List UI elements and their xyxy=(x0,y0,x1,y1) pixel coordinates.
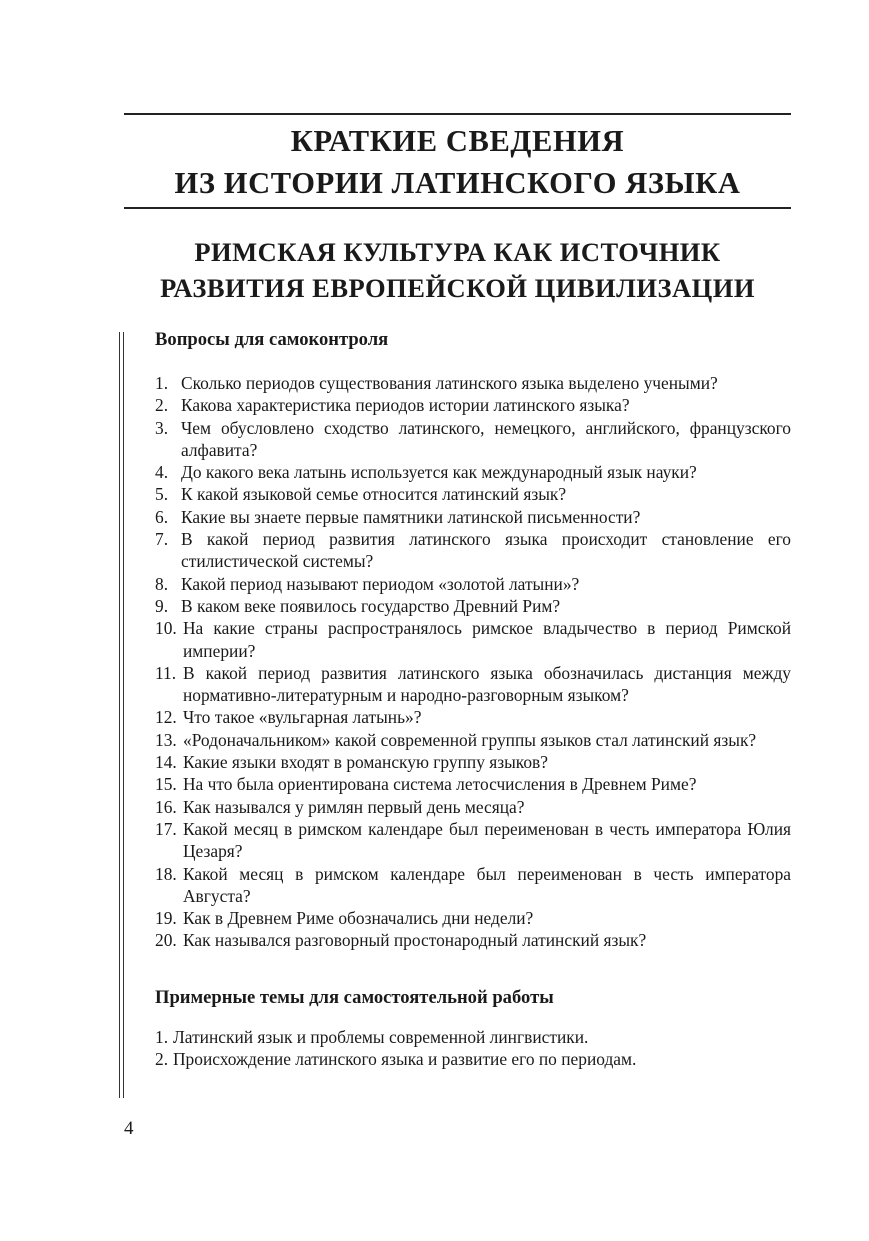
self-control-block xyxy=(155,328,791,1070)
item-text: В какой период развития латинского языка обозначилась дистанция между нормативно-литературным и народно-разговорным языком? xyxy=(183,662,791,706)
chapter-title xyxy=(124,120,791,204)
item-number: 2. xyxy=(155,1049,169,1070)
item-number: 1. xyxy=(155,373,169,393)
item-text: Какие языки входят в романскую группу языков? xyxy=(183,752,548,773)
list-item xyxy=(155,796,791,818)
list-item xyxy=(155,506,791,528)
item-number: 16. xyxy=(155,796,177,817)
list-item xyxy=(155,372,791,394)
item-number: 14. xyxy=(155,752,177,773)
item-number: 1. xyxy=(155,1026,169,1047)
top-rule xyxy=(124,113,791,115)
item-number: 5. xyxy=(155,484,169,505)
item-number: 4. xyxy=(155,462,169,483)
item-text: До какого века латынь используется как международный язык науки? xyxy=(181,462,697,483)
list-item xyxy=(155,483,791,505)
list-item xyxy=(155,528,791,573)
list-item xyxy=(155,461,791,483)
item-text: На что была ориентирована система летосчисления в Древнем Риме? xyxy=(183,774,697,795)
questions-heading: Вопросы для самоконтроля xyxy=(155,329,389,350)
item-number: 12. xyxy=(155,707,177,728)
list-item xyxy=(155,751,791,773)
list-item xyxy=(155,1048,791,1070)
item-number: 15. xyxy=(155,774,177,795)
item-number: 8. xyxy=(155,573,169,594)
list-item xyxy=(155,929,791,951)
item-text: Какой месяц в римском календаре был переименован в честь императора Юлия Цезаря? xyxy=(183,818,791,862)
list-item xyxy=(155,818,791,863)
item-number: 17. xyxy=(155,818,177,839)
item-text: Какова характеристика периодов истории латинского языка? xyxy=(181,395,630,416)
item-number: 11. xyxy=(155,662,177,683)
topics-list xyxy=(155,1026,791,1071)
list-item xyxy=(155,907,791,929)
item-number: 9. xyxy=(155,595,169,616)
item-number: 6. xyxy=(155,506,169,527)
topics-heading: Примерные темы для самостоятельной работы xyxy=(155,986,554,1008)
section-title-line-1: РИМСКАЯ КУЛЬТУРА КАК ИСТОЧНИК xyxy=(194,237,721,267)
item-number: 7. xyxy=(155,529,169,550)
item-number: 18. xyxy=(155,863,177,884)
item-text: Как в Древнем Риме обозначались дни недели? xyxy=(183,908,534,929)
list-item xyxy=(155,1026,791,1048)
chapter-title-line-2: ИЗ ИСТОРИИ ЛАТИНСКОГО ЯЗЫКА xyxy=(174,166,741,200)
item-text: Происхождение латинского языка и развитие его по периодам. xyxy=(173,1049,637,1070)
chapter-title-line-1: КРАТКИЕ СВЕДЕНИЯ xyxy=(290,124,625,158)
list-item xyxy=(155,662,791,707)
list-item xyxy=(155,706,791,728)
sidebar-marker xyxy=(119,332,124,1098)
list-item xyxy=(155,773,791,795)
section-title xyxy=(124,234,791,306)
item-text: Какие вы знаете первые памятники латинской письменности? xyxy=(181,506,641,527)
item-text: Чем обусловлено сходство латинского, немецкого, английского, французского алфавита? xyxy=(181,417,791,460)
item-text: Как назывался разговорный простонародный латинский язык? xyxy=(183,930,647,951)
item-number: 10. xyxy=(155,618,177,639)
bottom-rule xyxy=(124,207,791,209)
item-text: Какой месяц в римском календаре был переименован в честь императора Августа? xyxy=(183,863,791,906)
item-text: В какой период развития латинского языка происходит становление его стилистической системы? xyxy=(181,529,791,572)
list-item xyxy=(155,595,791,617)
item-text: «Родоначальником» какой современной группы языков стал латинский язык? xyxy=(183,729,757,750)
item-text: Сколько периодов существования латинского языка выделено учеными? xyxy=(181,373,718,393)
item-text: Что такое «вульгарная латынь»? xyxy=(183,707,422,728)
section-title-line-2: РАЗВИТИЯ ЕВРОПЕЙСКОЙ ЦИВИЛИЗАЦИИ xyxy=(160,273,755,303)
item-text: В каком веке появилось государство Древний Рим? xyxy=(181,595,561,616)
list-item xyxy=(155,417,791,462)
list-item xyxy=(155,394,791,416)
item-text: Как назывался у римлян первый день месяца? xyxy=(183,796,525,817)
item-text: На какие страны распространялось римское владычество в период Римской империи? xyxy=(183,618,791,661)
list-item xyxy=(155,863,791,908)
list-item xyxy=(155,617,791,662)
item-text: Какой период называют периодом «золотой латыни»? xyxy=(181,573,580,594)
item-text: Латинский язык и проблемы современной лингвистики. xyxy=(173,1026,589,1047)
item-text: К какой языковой семье относится латинский язык? xyxy=(181,484,567,505)
page-number: 4 xyxy=(124,1118,134,1139)
list-item xyxy=(155,729,791,751)
item-number: 13. xyxy=(155,729,177,750)
item-number: 19. xyxy=(155,908,177,929)
item-number: 20. xyxy=(155,930,177,951)
list-item xyxy=(155,573,791,595)
questions-list xyxy=(155,372,791,952)
item-number: 3. xyxy=(155,417,169,438)
item-number: 2. xyxy=(155,395,169,416)
